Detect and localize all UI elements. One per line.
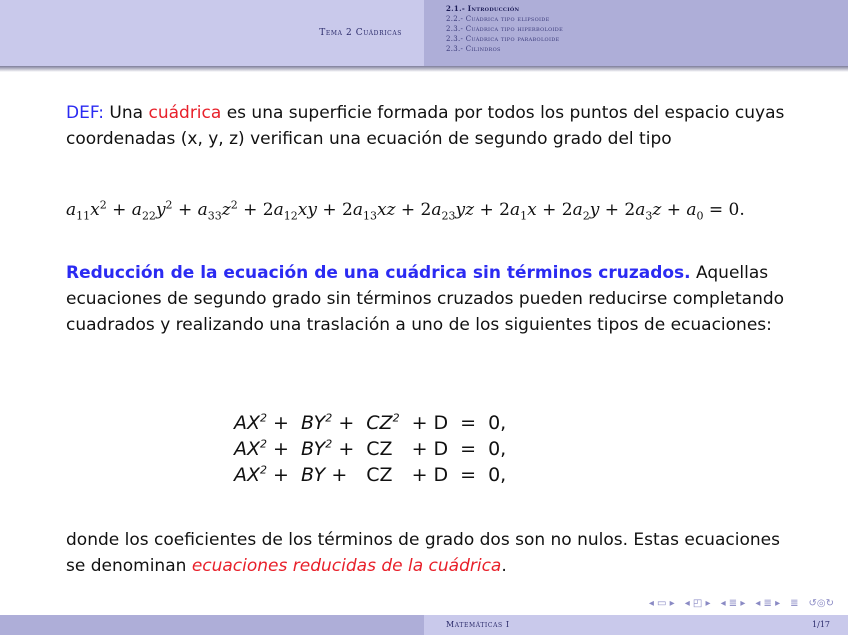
- reduction-title: Reducción de la ecuación de una cuádrica sin términos cruzados.: [66, 263, 691, 283]
- header-bar: [0, 0, 848, 66]
- eq-term-a: AX: [234, 412, 261, 434]
- subsection-next-icon[interactable]: ◂ ≣ ▸: [755, 597, 781, 609]
- reduction-paragraph: [66, 260, 786, 338]
- footer-bar: [0, 615, 848, 635]
- closing-text: donde los coeficientes de los términos de grado dos son no nulos. Estas ecuaciones se denominan: [66, 530, 780, 576]
- eq-term-c: CZ: [366, 412, 393, 434]
- eq-equals: =: [460, 438, 477, 460]
- equation-row: $AX^2$ + $BY^2$ + CZ + D = 0,: [228, 436, 512, 462]
- eq-rhs: 0,: [488, 412, 507, 434]
- definition-block: [66, 100, 786, 152]
- equation-row: $AX^2$ + $BY^2$ + $CZ^2$ + D = 0,: [228, 410, 512, 436]
- eq-equals: =: [460, 464, 477, 486]
- toc-item[interactable]: 2.3.- Cilindros: [446, 45, 501, 53]
- toc-item[interactable]: 2.2.- Cuádrica tipo elipsoide: [446, 15, 550, 23]
- section-title[interactable]: Tema 2 Cuádricas: [319, 28, 402, 38]
- footer-right: [424, 615, 848, 635]
- eq-term-a: AX: [234, 438, 261, 460]
- toc-item[interactable]: 2.3.- Cuádrica tipo paraboloide: [446, 35, 560, 43]
- closing-block: [66, 527, 786, 579]
- definition-paragraph: [66, 100, 786, 152]
- def-highlight: cuádrica: [148, 103, 222, 123]
- search-icon[interactable]: ↺◎↻: [808, 597, 834, 609]
- toc-item[interactable]: 2.3.- Cuádrica tipo hiperboloide: [446, 25, 564, 33]
- eq-rhs: 0,: [488, 438, 507, 460]
- def-label: DEF:: [66, 103, 105, 123]
- subsection-prev-icon[interactable]: ◂ ≣ ▸: [720, 597, 746, 609]
- closing-paragraph: [66, 527, 786, 579]
- toc-list: [446, 4, 563, 54]
- header-left: [0, 0, 424, 66]
- reduction-text: Aquellas ecuaciones de segundo grado sin términos cruzados pueden reducirse completando cuadrados y realizando una traslación a uno de los siguientes tipos de ecuaciones:: [66, 263, 785, 335]
- eq-term-d: + D: [411, 464, 449, 486]
- def-text-after: es una superficie formada por todos los puntos del espacio cuyas coordenadas (x, y, z) verifican una ecuación de segundo grado del tipo: [66, 103, 785, 149]
- eq-term-d: + D: [411, 412, 449, 434]
- toc-item[interactable]: 2.1.- Introducción: [446, 4, 520, 13]
- eq-term-d: + D: [411, 438, 449, 460]
- closing-highlight: ecuaciones reducidas de la cuádrica: [191, 556, 502, 576]
- align-icon[interactable]: ≣: [790, 597, 799, 609]
- header-shadow: [0, 66, 848, 72]
- section-prev-icon[interactable]: ◂ ◰ ▸: [684, 597, 711, 609]
- footer-course-title: Matemáticas I: [446, 620, 510, 629]
- page-number: 1/17: [812, 620, 830, 629]
- header-right: [424, 0, 848, 66]
- reduced-equations-table: [228, 410, 512, 488]
- closing-end: .: [501, 556, 507, 576]
- def-text-before: Una: [104, 103, 149, 123]
- eq-term-b: BY: [300, 412, 326, 434]
- eq-term-c: CZ: [366, 464, 393, 486]
- beamer-navigation: [649, 596, 834, 610]
- eq-term-c: CZ: [366, 438, 393, 460]
- reduction-block: [66, 260, 786, 338]
- general-equation: $a_{11}x^2 + a_{22}y^2 + a_{33}z^2 + 2a_{12}xy + 2a_{13}xz + 2a_{23}yz + 2a_1x + 2a_2y + 2a_3z + a_0 = 0$.: [66, 198, 745, 223]
- eq-equals: =: [460, 412, 477, 434]
- eq-term-b: BY: [300, 438, 326, 460]
- eq-rhs: 0,: [488, 464, 507, 486]
- frame-prev-icon[interactable]: ◂ ▭ ▸: [648, 597, 675, 609]
- eq-term-a: AX: [234, 464, 261, 486]
- equation-row: $AX^2$ + BY + CZ + D = 0,: [228, 462, 512, 488]
- footer-left: [0, 615, 424, 635]
- eq-term-b: BY: [300, 464, 326, 486]
